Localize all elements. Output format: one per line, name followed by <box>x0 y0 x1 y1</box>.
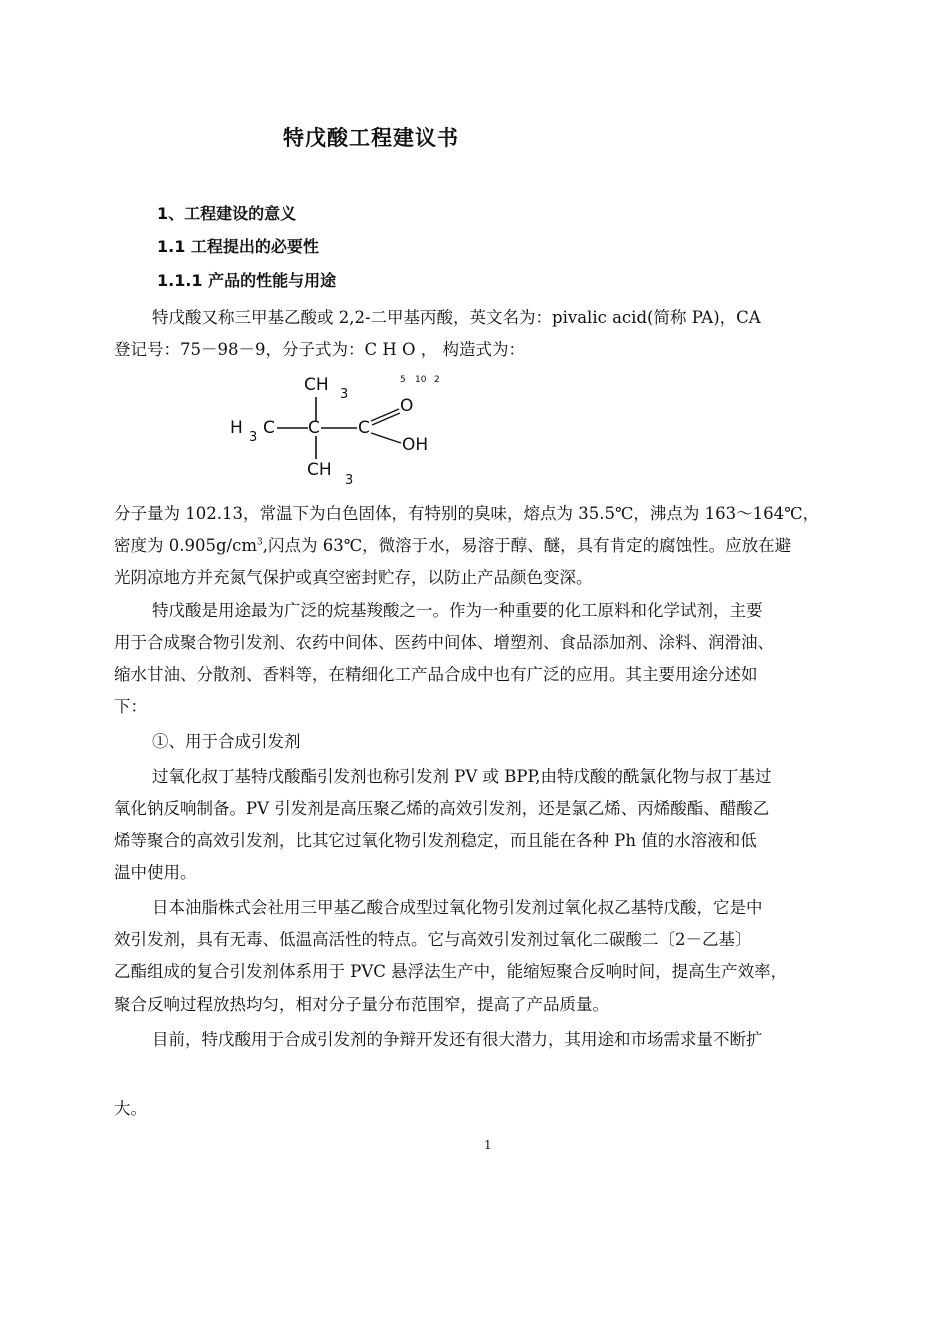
structure-bonds <box>0 0 950 520</box>
formula-subscript-h: 10 <box>415 375 427 385</box>
page-title: 特戊酸工程建议书 <box>283 126 459 150</box>
bond-single-oh <box>371 433 401 443</box>
structure-top-sub: 3 <box>340 387 349 402</box>
props-line-2 <box>114 532 791 556</box>
props-line-3: 光阴凉地方并充氮气保护或真空密封贮存，以防止产品颜色变深。 <box>114 568 593 587</box>
heading-1-1: 1.1 工程提出的必要性 <box>157 237 319 256</box>
props-line-2-sup: 3 <box>257 537 263 548</box>
structure-left-h: H <box>230 418 243 438</box>
heading-1: 1、工程建设的意义 <box>157 204 297 223</box>
structure-carboxyl-c: C <box>358 418 370 438</box>
para2-line-3: 乙酯组成的复合引发剂体系用于 PVC 悬浮法生产中，能缩短聚合反响时间，提高生产效率， <box>114 962 788 981</box>
structure-center-c: C <box>308 418 320 438</box>
structure-hydroxyl: OH <box>402 435 429 455</box>
structure-left-sub: 3 <box>249 430 258 445</box>
para2-line-1: 日本油脂株式会社用三甲基乙酸合成型过氧化物引发剂过氧化叔乙基特戊酸，它是中 <box>152 898 763 917</box>
structure-oxygen: O <box>400 396 414 416</box>
formula-subscript-c: 5 <box>400 375 406 385</box>
heading-1-1-1: 1.1.1 产品的性能与用途 <box>157 271 337 290</box>
structure-top-ch: CH <box>304 375 329 395</box>
formula-subscript-o: 2 <box>434 375 440 385</box>
props-line-2b: ,闪点为 63℃，微溶于水，易溶于醇、醚，具有肯定的腐蚀性。应放在避 <box>262 536 792 555</box>
para3-line-1: 目前，特戊酸用于合成引发剂的争辩开发还有很大潜力，其用途和市场需求量不断扩 <box>152 1030 763 1049</box>
para1-line-2: 氧化钠反响制备。PV 引发剂是高压聚乙烯的高效引发剂，还是氯乙烯、丙烯酸酯、醋酸乙 <box>114 799 770 818</box>
para1-line-3: 烯等聚合的高效引发剂，比其它过氧化物引发剂稳定，而且能在各种 Ph 值的水溶液和低 <box>114 831 757 850</box>
para1-line-4: 温中使用。 <box>114 863 197 882</box>
para2-line-4: 聚合反响过程放热均匀，相对分子量分布范围窄，提高了产品质量。 <box>114 995 609 1014</box>
props-line-1: 分子量为 102.13，常温下为白色固体，有特别的臭味，熔点为 35.5℃，沸点为 163～164℃， <box>114 504 820 523</box>
structure-bottom-ch: CH <box>307 460 332 480</box>
uses-line-2: 用于合成聚合物引发剂、农药中间体、医药中间体、增塑剂、食品添加剂、涂料、润滑油、 <box>114 633 774 652</box>
uses-line-1: 特戊酸是用途最为广泛的烷基羧酸之一。作为一种重要的化工原料和化学试剂，主要 <box>152 601 763 620</box>
intro-line-1: 特戊酸又称三甲基乙酸或 2,2-二甲基丙酸，英文名为：pivalic acid(简称 PA)，CA <box>152 308 761 327</box>
para1-line-1: 过氧化叔丁基特戊酸酯引发剂也称引发剂 PV 或 BPP,由特戊酸的酰氯化物与叔丁基过 <box>152 767 772 786</box>
structure-bottom-sub: 3 <box>345 473 354 488</box>
props-line-2a: 密度为 0.905g/cm <box>114 536 257 555</box>
uses-line-3: 缩水甘油、分散剂、香料等，在精细化工产品合成中也有广泛的应用。其主要用途分述如 <box>114 665 758 684</box>
page-number: 1 <box>484 1138 492 1152</box>
para2-line-2: 效引发剂，具有无毒、低温高活性的特点。它与高效引发剂过氧化二碳酸二〔2－乙基〕 <box>114 930 752 949</box>
structure-left-c: C <box>263 418 275 438</box>
item-1-heading: ①、用于合成引发剂 <box>152 732 301 751</box>
para3-line-2: 大。 <box>114 1099 147 1118</box>
uses-line-4: 下： <box>114 697 147 716</box>
intro-line-2: 登记号：75－98－9，分子式为：C H O ， 构造式为： <box>114 340 526 359</box>
